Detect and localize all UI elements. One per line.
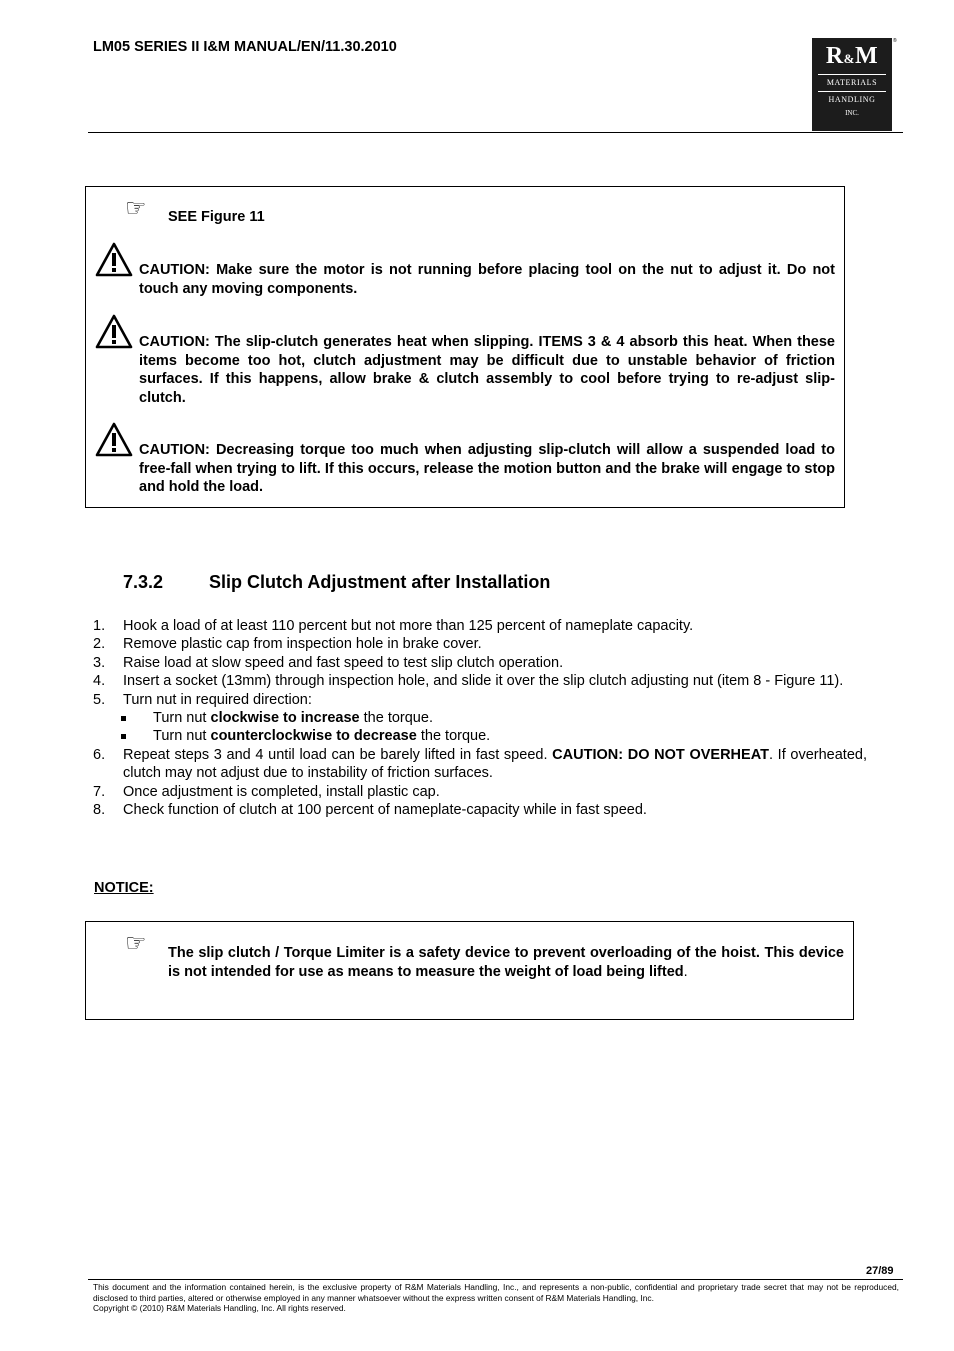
caution-free-fall-text: CAUTION: Decreasing torque too much when adjusting slip-clutch will allow a suspended load to free-fall when trying to lift. If this occurs, release the motion button and the brake will engage to stop and hold the load. [139,442,835,496]
warning-triangle-icon [95,242,133,278]
list-item: 1. Hook a load of at least 110 percent but not more than 125 percent of nameplate capacity. [93,618,694,634]
company-logo: R&M MATERIALS HANDLING INC. [812,38,892,131]
caution-heat-text: CAUTION: The slip-clutch generates heat when slipping. ITEMS 3 & 4 absorb this heat. When these items become too hot, clutch adjustment may be difficult due to unstable behavior of friction surfaces. If this happens, allow brake & clutch assembly to cool before trying to re-adjust slip-clutch. [139,334,835,406]
pointing-hand-icon: ☞ [125,194,147,222]
list-item: 6. Repeat steps 3 and 4 until load can be barely lifted in fast speed. CAUTION: DO NOT OVERHEAT. If overheated, clutch may not adjust due to instability of friction surfaces. [93,746,867,782]
footer-legal-text: This document and the information contained herein, is the exclusive property of R&M Materials Handling, Inc., and represents a non-public, confidential and proprietary trade secret that may not be reproduced, disclosed to third parties, altered or otherwise employed in any manner whatsoever without the express written consent of R&M Materials Handling, Inc. Copyright © (2010) R&M Materials Handling, Inc. All rights reserved. [93,1282,899,1314]
warning-triangle-icon [95,422,133,458]
see-figure-note: SEE Figure 11 [168,209,265,225]
warning-triangle-icon [95,314,133,350]
procedure-list [93,617,867,819]
section-title: Slip Clutch Adjustment after Installation [209,572,551,592]
footer-divider [88,1279,903,1280]
notice-text: The slip clutch / Torque Limiter is a safety device to prevent overloading of the hoist. This device is not intended for use as means to measure the weight of load being lifted. [168,945,844,980]
header-divider [88,132,903,133]
page-number: 27/89 [866,1265,894,1277]
list-item: 3. Raise load at slow speed and fast speed to test slip clutch operation. [93,654,564,671]
pointing-hand-icon: ☞ [125,929,147,957]
sub-list-item: Turn nut clockwise to increase the torque. [93,709,867,727]
sub-list-item: Turn nut counterclockwise to decrease the torque. [93,727,867,745]
list-item: 5. Turn nut in required direction: [93,691,312,708]
copyright-text: Copyright © (2010) R&M Materials Handling, Inc. All rights reserved. [93,1303,346,1314]
notice-label: NOTICE: [94,880,154,896]
bullet-icon [121,716,126,721]
list-item: 4. Insert a socket (13mm) through inspection hole, and slide it over the slip clutch adjusting nut (item 8 - Figure 11). [93,673,844,690]
document-title: LM05 SERIES II I&M MANUAL/EN/11.30.2010 [93,39,397,55]
section-number: 7.3.2 [123,572,164,592]
list-item: 7. Once adjustment is completed, install plastic cap. [93,783,440,800]
section-heading [123,572,550,593]
bullet-icon [121,734,126,739]
registered-mark: ® [893,38,897,44]
list-item: 2. Remove plastic cap from inspection hole in brake cover. [93,636,482,653]
caution-motor-text: CAUTION: Make sure the motor is not running before placing tool on the nut to adjust it. Do not touch any moving components. [139,262,835,297]
list-item: 8. Check function of clutch at 100 percent of nameplate-capacity while in fast speed. [93,802,647,819]
